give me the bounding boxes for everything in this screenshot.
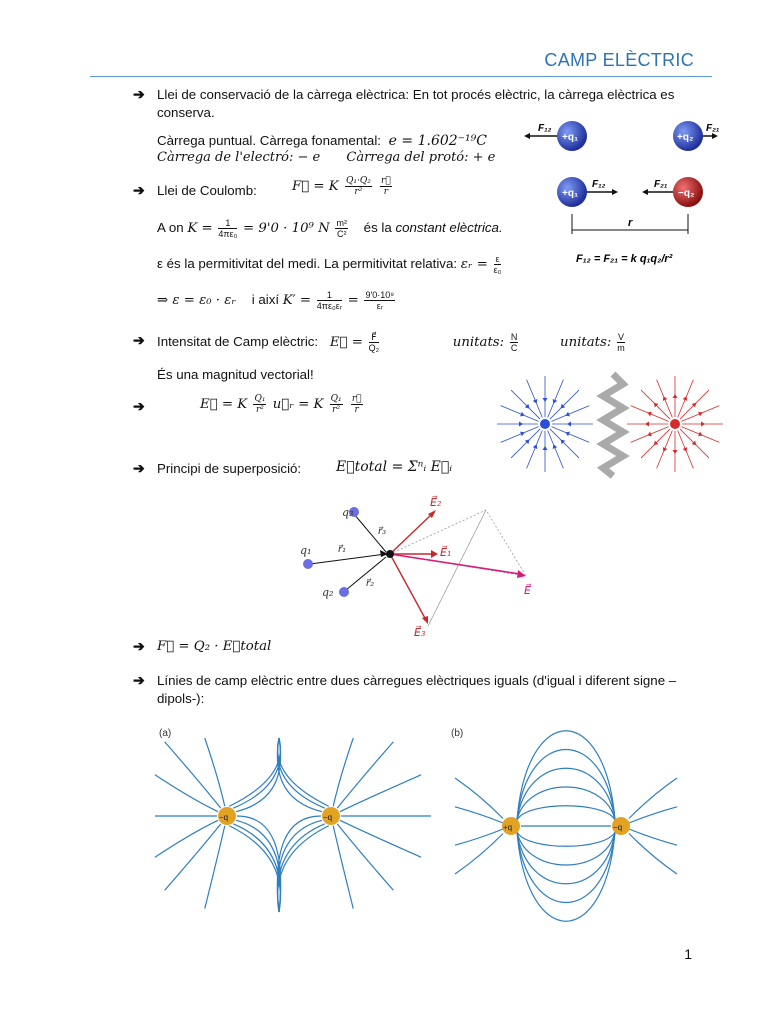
coulomb-diagram [520, 112, 720, 272]
dipole-a-diagram [155, 724, 433, 920]
q2-neg-label: −q₂ [678, 188, 695, 199]
field-line: Intensitat de Camp elèctric: E⃗ = $\frac{F⃗}{\text{Q₂}}$ unitats: $\frac{N}{C}$ unitats: $\frac{V}{m}$ [157, 332, 625, 353]
coulomb-diagram-formula: F₁₂ = F₂₁ = k q₁q₂/r² [576, 253, 673, 265]
r3-label: r⃗₃ [378, 526, 387, 537]
field-line [455, 834, 503, 875]
q3-label: q₃ [342, 506, 354, 519]
dipole-b-diagram [447, 724, 687, 920]
header-rule [90, 76, 712, 77]
bullet-arrow: ➔ [133, 672, 145, 688]
field-line [511, 390, 540, 419]
distance-r-label: r [628, 217, 633, 229]
e3-label: E⃗₃ [414, 626, 426, 639]
field-line [236, 738, 281, 812]
q2-label: q₂ [322, 586, 334, 599]
relative-k-line: ⇒ ε = ε₀ · εᵣ i així K′ = $\frac{1}{\text{4πε₀εᵣ}}$ = $\frac{\text{9'0·10⁹}}{\text{εᵣ}}$ [157, 290, 395, 311]
field-line [333, 826, 353, 909]
f21-bottom-label: F₂₁ [654, 179, 668, 190]
field-line [548, 380, 564, 418]
bullet-arrow: ➔ [133, 398, 145, 414]
field-line [517, 832, 615, 846]
field-line [205, 738, 225, 806]
vector-note: És una magnitud vectorial! [157, 367, 314, 382]
field-line [277, 738, 322, 812]
field-line [527, 430, 543, 468]
f21-top-label: F₂₁ [706, 123, 720, 134]
e2-label: E⃗₂ [430, 496, 442, 509]
conservation-line2: conserva. [157, 105, 215, 120]
field-line [333, 738, 353, 806]
superposition-diagram [296, 490, 556, 640]
r1-label: r⃗₁ [338, 544, 347, 555]
field-line [455, 807, 503, 823]
radial-fields-diagram [495, 368, 725, 480]
dipole-b-left-charge: +q [503, 823, 513, 832]
field-line [501, 406, 539, 422]
field-line [511, 429, 540, 458]
page-number: 1 [684, 946, 692, 962]
charge-signs: Càrrega de l'electró: − e Càrrega del protó: + e [157, 150, 496, 165]
q2-pos-label: +q₂ [677, 132, 694, 143]
field-arrowhead [543, 446, 548, 450]
bullet-arrow: ➔ [133, 332, 145, 348]
dipole-a-left-charge: −q [219, 813, 229, 822]
field-line [337, 742, 393, 808]
field-arrowhead [645, 422, 649, 427]
field-line [340, 820, 421, 857]
dipole-b-label: (b) [451, 728, 464, 739]
q1-bottom-label: +q₁ [562, 188, 579, 199]
field-line [340, 775, 421, 812]
bullet-arrow: ➔ [133, 460, 145, 476]
e1-label: E⃗₁ [440, 546, 452, 559]
permittivity-line: ε és la permitivitat del medi. La permitivitat relativa: εᵣ = $\frac{\varepsilon}{\text{ε₀}}$ [157, 254, 502, 275]
field-arrowhead [567, 422, 571, 427]
field-line [205, 826, 225, 909]
field-line [629, 778, 677, 819]
field-line [233, 738, 280, 808]
field-formula-2: E⃗ = K $\frac{\text{Q₁}}{\text{r²}}$ u⃗ᵣ = K $\frac{\text{Q₁}}{\text{r²}}$ $\frac{r⃗}{r}$ [200, 394, 362, 415]
bullet-arrow: ➔ [133, 638, 145, 654]
dipole-b-right-charge: −q [613, 823, 623, 832]
field-line [550, 429, 579, 458]
field-line [233, 824, 280, 912]
e-total-label: E⃗ [524, 584, 531, 597]
bullet-arrow: ➔ [133, 86, 145, 102]
field-line [455, 778, 503, 819]
field-arrowhead [673, 450, 678, 454]
field-line [517, 787, 615, 820]
constant-k-line: A on K = $\frac{1}{\text{4πε₀}}$ = 9'0 · 10⁹ N $\frac{\text{m²}}{\text{C²}}$ és la constant elèctrica. [157, 218, 503, 239]
field-arrowhead [701, 422, 705, 427]
field-line [501, 427, 539, 443]
field-arrowhead [519, 422, 523, 427]
field-line [517, 806, 615, 820]
field-line [550, 390, 579, 419]
page-header-title: CAMP ELÈCTRIC [544, 50, 694, 70]
field-line [517, 731, 615, 820]
field-arrowhead [543, 398, 548, 402]
dipole-line1: Línies de camp elèctric entre dues càrregues elèctriques iguals (d'igual i diferent signe – [157, 673, 677, 688]
bullet-arrow: ➔ [133, 182, 145, 198]
field-line [277, 824, 324, 912]
superposition-label: Principi de superposició: [157, 461, 302, 476]
q1-top-label: +q₁ [562, 132, 579, 143]
field-arrowhead [673, 394, 678, 398]
zigzag-separator [603, 374, 623, 476]
conservation-line1: Llei de conservació de la càrrega elèctrica: En tot procés elèctric, la càrrega elèctrica es [157, 87, 675, 102]
field-line [455, 829, 503, 845]
q1-label: q₁ [300, 544, 312, 557]
force-total-formula: F⃗ = Q₂ · E⃗total [157, 639, 272, 654]
coulomb-formula: F⃗ = K $\frac{\text{Q₁·Q₂}}{\text{r²}}$ $\frac{r⃗}{r}$ [292, 176, 391, 197]
positive-point-charge [670, 419, 680, 429]
field-line [517, 832, 615, 865]
coulomb-label: Llei de Coulomb: [157, 183, 257, 198]
dipole-line2: dipols-): [157, 691, 205, 706]
negative-point-charge [540, 419, 550, 429]
field-line [527, 380, 543, 418]
field-line [517, 768, 615, 820]
dipole-a-label: (a) [159, 728, 172, 739]
point-charge-text: Càrrega puntual. Càrrega fonamental: e = 1.602⁻¹⁹C [157, 133, 487, 149]
dipole-a-right-charge: −q [323, 813, 333, 822]
r2-label: r⃗₂ [366, 578, 375, 589]
f12-bottom-label: F₁₂ [592, 179, 606, 190]
field-line [629, 829, 677, 845]
field-line [517, 832, 615, 921]
field-line [629, 807, 677, 823]
superposition-formula: E⃗total = Σⁿᵢ E⃗ᵢ [336, 459, 453, 475]
field-line [517, 832, 615, 884]
field-line [277, 738, 324, 808]
f12-top-label: F₁₂ [538, 123, 552, 134]
field-line [548, 430, 564, 468]
field-line [629, 834, 677, 875]
field-line [551, 406, 589, 422]
field-line [551, 427, 589, 443]
